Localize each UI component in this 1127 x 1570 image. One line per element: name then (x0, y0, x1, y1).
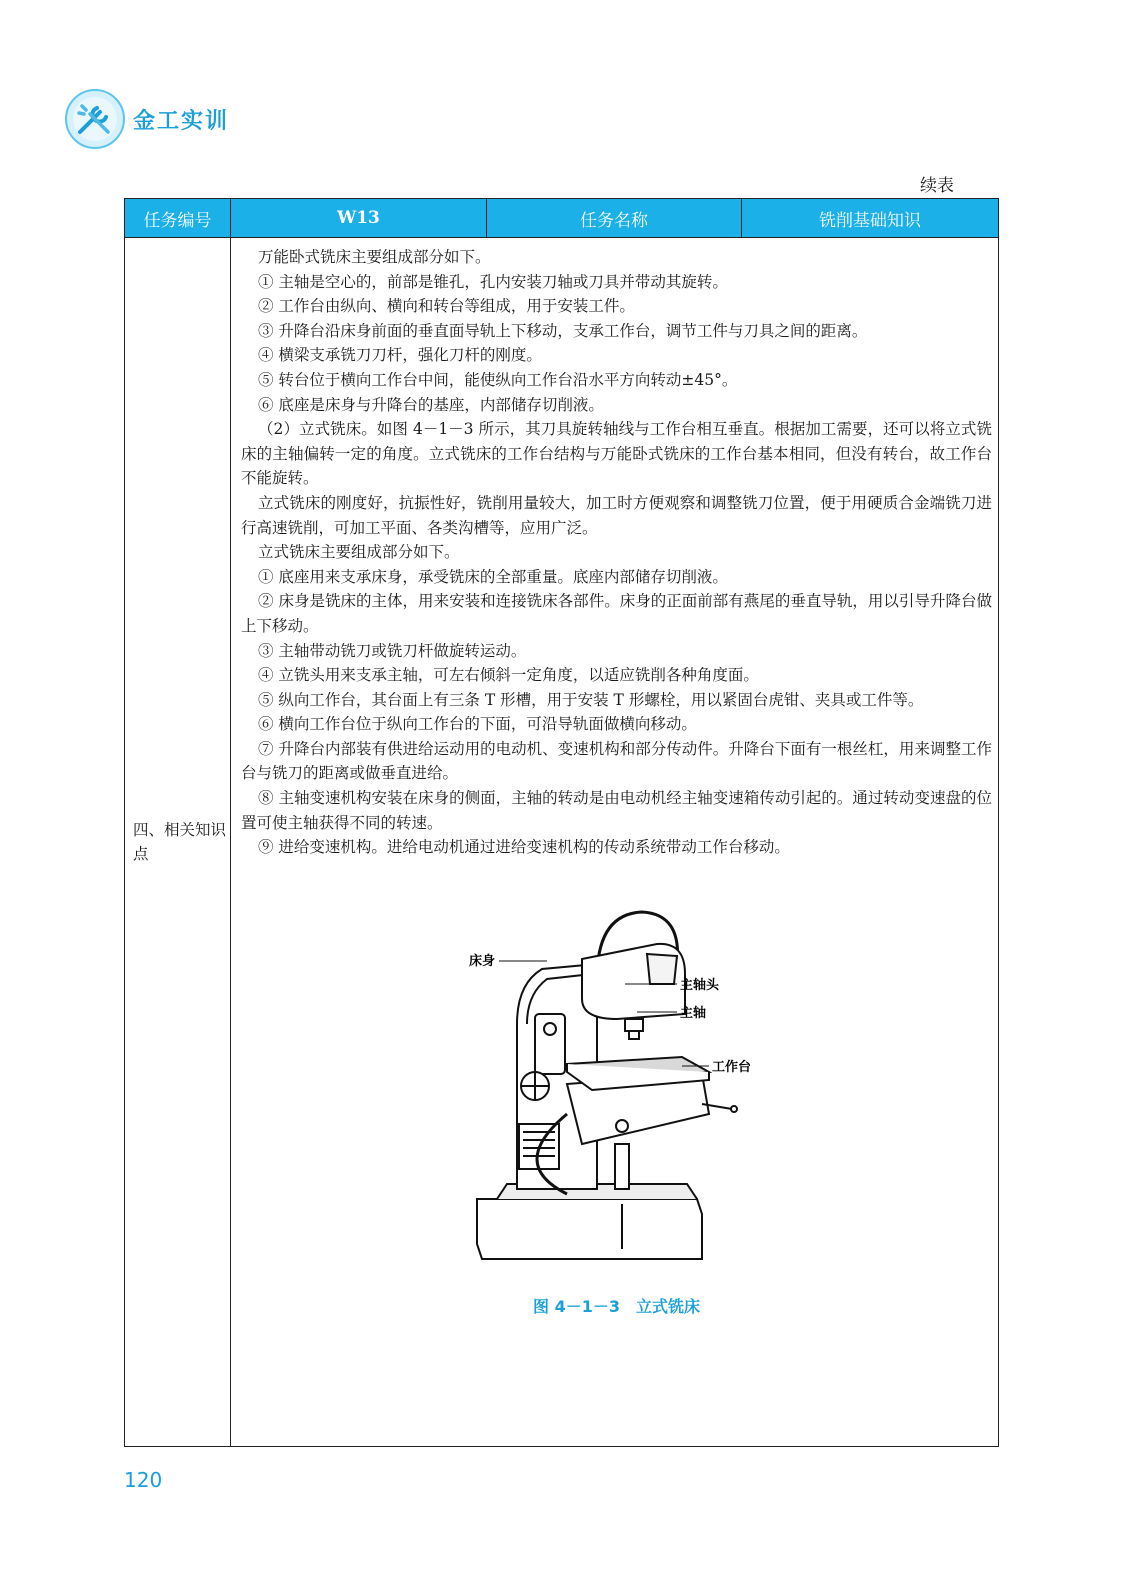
label-spindle-head: 主轴头 (679, 977, 719, 993)
label-spindle: 主轴 (679, 1005, 706, 1021)
paragraph: ② 床身是铣床的主体，用来安装和连接铣床各部件。床身的正面前部有燕尾的垂直导轨，用以引导升降台做上下移动。 (241, 592, 992, 635)
paragraph: ④ 立铣头用来支承主轴，可左右倾斜一定角度，以适应铣削各种角度面。 (258, 666, 759, 685)
paragraph: ⑥ 底座是床身与升降台的基座，内部储存切削液。 (258, 395, 604, 414)
paragraph: ⑦ 升降台内部装有供进给运动用的电动机、变速机构和部分传动件。升降台下面有一根丝杠，用来调整工作台与铣刀的距离或做垂直进给。 (241, 739, 992, 783)
book-title: 金工实训 (133, 109, 230, 134)
paragraph: ① 底座用来支承床身，承受铣床的全部重量。底座内部储存切削液。 (258, 567, 728, 586)
label-bed: 床身 (468, 953, 495, 969)
paragraph: ③ 主轴带动铣刀或铣刀杆做旋转运动。 (258, 641, 527, 660)
paragraph: 立式铣床的刚度好，抗振性好，铣削用量较大，加工时方便观察和调整铣刀位置，便于用硬质合金端铣刀进行高速铣削，可加工平面、各类沟槽等，应用广泛。 (241, 493, 992, 537)
paragraph: ② 工作台由纵向、横向和转台等组成，用于安装工件。 (258, 297, 635, 316)
paragraph: ④ 横梁支承铣刀刀杆，强化刀杆的刚度。 (258, 346, 542, 365)
header-task-name-value: 铣削基础知识 (742, 199, 999, 238)
table-body-row (125, 238, 999, 1447)
page-number: 120 (124, 1468, 163, 1492)
header-task-number-label: 任务编号 (125, 199, 231, 238)
paragraph: ⑨ 进给变速机构。进给电动机通过进给变速机构的传动系统带动工作台移动。 (258, 838, 790, 857)
figure-caption: 图 4－1－3 立式铣床 (533, 1296, 700, 1316)
header-task-number-value: W13 (231, 199, 487, 238)
table-header-row (125, 199, 999, 238)
milling-machine-figure (241, 904, 992, 1320)
header-task-name-label: 任务名称 (487, 199, 742, 238)
paragraph: 万能卧式铣床主要组成部分如下。 (258, 248, 491, 266)
paragraph: 立式铣床主要组成部分如下。 (258, 543, 460, 562)
label-worktable: 工作台 (711, 1059, 751, 1075)
paragraph: ⑤ 纵向工作台，其台面上有三条 T 形槽，用于安装 T 形螺栓，用以紧固台虎钳、夹具或工件等。 (258, 690, 924, 709)
knowledge-text (231, 238, 998, 1319)
book-logo-icon (64, 88, 126, 150)
content-cell (231, 238, 999, 1447)
paragraph: （2）立式铣床。如图 4－1－3 所示，其刀具旋转轴线与工作台相互垂直。根据加工需要，还可以将立式铣床的主轴偏转一定的角度。立式铣床的工作台结构与万能卧式铣床的工作台基本相同，但没有转台，故工作台不能旋转。 (241, 420, 992, 488)
paragraph: ① 主轴是空心的，前部是锥孔，孔内安装刀轴或刀具并带动其旋转。 (258, 272, 728, 291)
row-label: 四、相关知识点 (133, 821, 227, 863)
row-label-cell (125, 238, 231, 1447)
vertical-milling-machine-illustration (447, 904, 787, 1289)
paragraph: ③ 升降台沿床身前面的垂直面导轨上下移动，支承工作台，调节工件与刀具之间的距离。 (258, 321, 868, 340)
task-table (124, 198, 999, 1447)
paragraph: ⑥ 横向工作台位于纵向工作台的下面，可沿导轨面做横向移动。 (258, 715, 697, 734)
continued-label: 续表 (920, 176, 954, 196)
paragraph: ⑤ 转台位于横向工作台中间，能使纵向工作台沿水平方向转动±45°。 (258, 370, 738, 389)
paragraph: ⑧ 主轴变速机构安装在床身的侧面，主轴的转动是由电动机经主轴变速箱传动引起的。通过转动变速盘的位置可使主轴获得不同的转速。 (241, 789, 992, 832)
